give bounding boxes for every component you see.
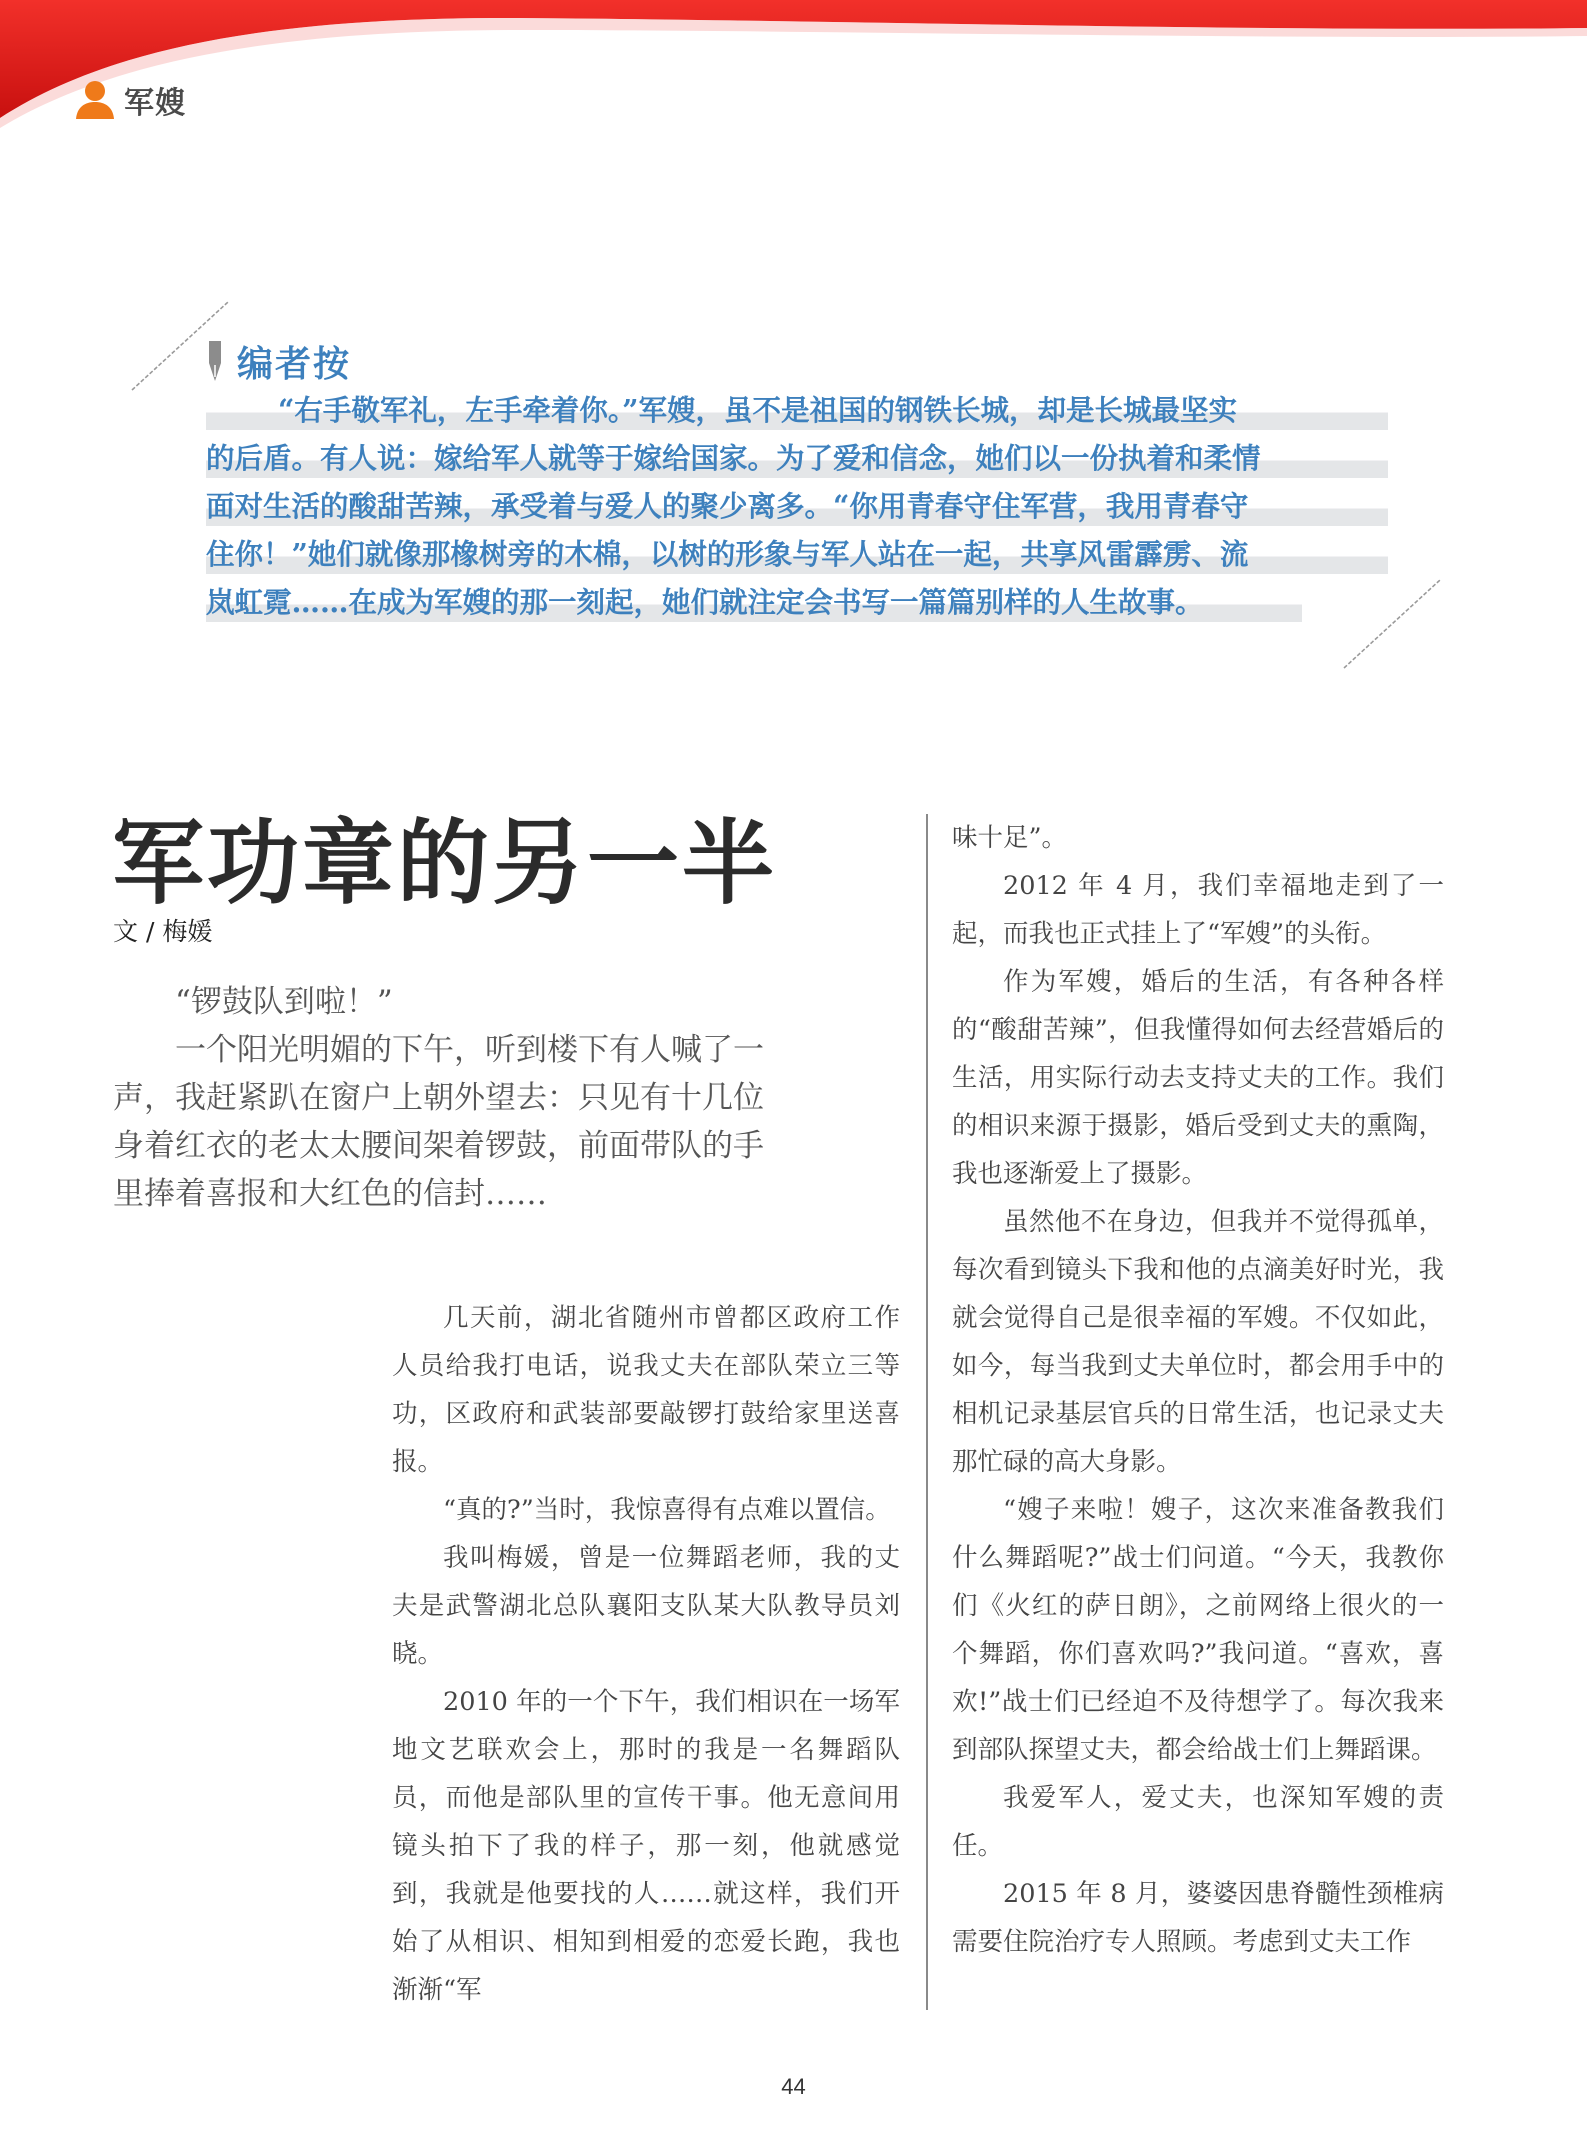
pen-nib-icon (205, 341, 225, 383)
article-title: 军功章的另一半 (112, 810, 778, 917)
editor-note-title: 编者按 (237, 343, 352, 385)
body-paragraph-continued: 味十足”。 (952, 823, 1068, 853)
body-paragraph: 作为军嫂，婚后的生活，有各种各样的“酸甜苦辣”，但我懂得如何去经营婚后的生活，用实际行动去支持丈夫的工作。我们的相识来源于摄影，婚后受到丈夫的熏陶，我也逐渐爱上了摄影。 (952, 967, 1444, 1189)
section-label: 军嫂 (124, 86, 186, 121)
body-paragraph: 2010 年的一个下午，我们相识在一场军地文艺联欢会上，那时的我是一名舞蹈队员，而他是部队里的宣传干事。他无意间用镜头拍下了我的样子，那一刻，他就感觉到，我就是他要找的人……就这样，我们开始了从相识、相知到相爱的恋爱长跑，我也渐渐“军 (392, 1687, 900, 2005)
body-paragraph: “嫂子来啦！嫂子，这次来准备教我们什么舞蹈呢?”战士们问道。“今天，我教你们《火红的萨日朗》，之前网络上很火的一个舞蹈，你们喜欢吗?”我问道。“喜欢，喜欢!”战士们已经迫不及待想学了。每次我来到部队探望丈夫，都会给战士们上舞蹈课。 (952, 1495, 1444, 1765)
column-divider (926, 814, 928, 2010)
body-paragraph: 2012 年 4 月，我们幸福地走到了一起，而我也正式挂上了“军嫂”的头衔。 (952, 871, 1444, 949)
body-paragraph: 几天前，湖北省随州市曾都区政府工作人员给我打电话，说我丈夫在部队荣立三等功，区政府和武装部要敲锣打鼓给家里送喜报。 (392, 1303, 900, 1477)
left-column (392, 1294, 900, 2014)
body-paragraph: 2015 年 8 月，婆婆因患脊髓性颈椎病需要住院治疗专人照顾。考虑到丈夫工作 (952, 1879, 1444, 1957)
editor-note-line: 的后盾。有人说：嫁给军人就等于嫁给国家。为了爱和信念，她们以一份执着和柔情 (206, 434, 1388, 482)
person-icon (74, 79, 116, 121)
section-tag (74, 78, 186, 122)
editor-note-line: “右手敬军礼，左手牵着你。”军嫂，虽不是祖国的钢铁长城，却是长城最坚实 (206, 386, 1388, 434)
editor-note-heading (205, 336, 351, 387)
editor-note-body (206, 386, 1388, 626)
lead-paragraph: “锣鼓队到啦！” (175, 984, 393, 1020)
body-paragraph: 虽然他不在身边，但我并不觉得孤单，每次看到镜头下我和他的点滴美好时光，我就会觉得自己是很幸福的军嫂。不仅如此，如今，每当我到丈夫单位时，都会用手中的相机记录基层官兵的日常生活，也记录丈夫那忙碌的高大身影。 (952, 1207, 1444, 1477)
article-byline: 文 / 梅媛 (113, 917, 213, 946)
editor-note-line: 面对生活的酸甜苦辣，承受着与爱人的聚少离多。“你用青春守住军营，我用青春守 (206, 482, 1388, 530)
body-paragraph: 我叫梅媛，曾是一位舞蹈老师，我的丈夫是武警湖北总队襄阳支队某大队教导员刘晓。 (392, 1543, 900, 1669)
red-banner (0, 0, 1587, 140)
right-column (952, 814, 1444, 1966)
editor-note-line: 住你！”她们就像那橡树旁的木棉，以树的形象与军人站在一起，共享风雷霹雳、流 (206, 530, 1388, 578)
body-paragraph: “真的?”当时，我惊喜得有点难以置信。 (443, 1495, 891, 1525)
body-paragraph: 我爱军人，爱丈夫，也深知军嫂的责任。 (952, 1783, 1444, 1861)
editor-note-line: 岚虹霓……在成为军嫂的那一刻起，她们就注定会书写一篇篇别样的人生故事。 (206, 578, 1302, 626)
page-number: 44 (781, 2074, 806, 2099)
article-lead (113, 978, 793, 1218)
lead-paragraph: 一个阳光明媚的下午，听到楼下有人喊了一声，我赶紧趴在窗户上朝外望去：只见有十几位身着红衣的老太太腰间架着锣鼓，前面带队的手里捧着喜报和大红色的信封…… (113, 1032, 764, 1212)
